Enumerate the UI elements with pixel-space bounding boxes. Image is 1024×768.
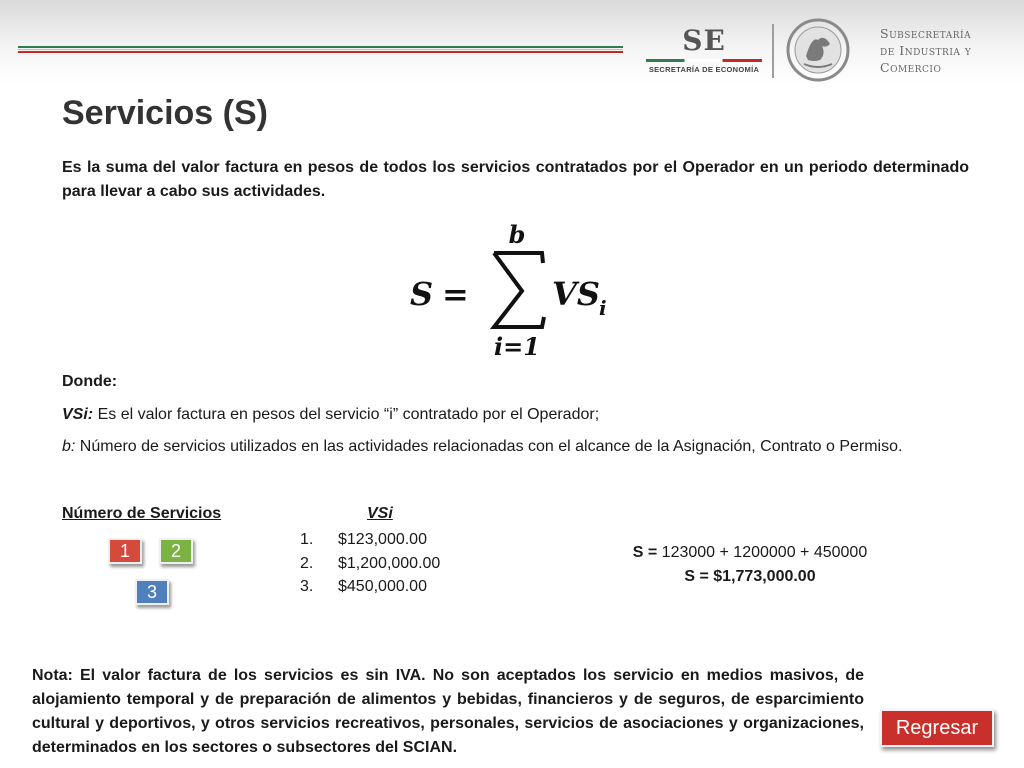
list-item (300, 552, 440, 576)
se-logo (644, 26, 764, 74)
summation-formula (410, 215, 630, 365)
subsecretaria-line-1: Subsecretaría (880, 26, 972, 41)
vsi-item-value: $1,200,000.00 (338, 554, 441, 572)
note-text: Nota: El valor factura de los servicios es sin IVA. No son aceptados los servicio en medios masivos, de alojamiento temporal y de preparación de alimentos y bebidas, financieros y de seguros, de esparcimiento cultural y deportivos, y otros servicios recreativos, personales, servicios de asociaciones y organizaciones, determinados en los sectores o subsectores del SCIAN. (32, 667, 864, 756)
b-description: Número de servicios utilizados en las actividades relacionadas con el alcance de la Asignación, Contrato o Permiso. (75, 438, 903, 455)
regresar-button[interactable]: Regresar (880, 709, 994, 747)
se-logo-bar (646, 59, 762, 62)
formula-upper-limit: b (508, 220, 526, 249)
service-badge-3: 3 (135, 579, 169, 605)
vsi-list (300, 528, 440, 599)
formula-term-subscript: i (599, 296, 607, 320)
list-item (300, 575, 440, 599)
se-logo-subtitle: SECRETARÍA DE ECONOMÍA (648, 65, 760, 74)
calculation-sum: 123000 + 1200000 + 450000 (657, 544, 868, 561)
subsecretaria-line-2: de Industria y (880, 43, 972, 58)
donde-label: Donde: (62, 373, 118, 390)
calculation-label: S = (632, 544, 658, 561)
b-term: b: (62, 438, 76, 455)
service-badge-1: 1 (108, 538, 142, 564)
flag-stripe-red (18, 51, 623, 53)
page-title: Servicios (S) (62, 94, 268, 132)
service-badge-2: 2 (159, 538, 193, 564)
vsi-item-number: 1. (300, 531, 314, 548)
calculation-line-1 (560, 541, 940, 565)
formula-lhs: S (410, 275, 434, 313)
formula-equals: = (442, 275, 469, 313)
header-divider (772, 24, 774, 78)
numero-servicios-heading: Número de Servicios (62, 505, 222, 522)
subsecretaria-label (880, 25, 971, 76)
header-band (0, 0, 1024, 84)
vsi-heading: VSi (367, 505, 393, 522)
flag-stripe-white (18, 49, 623, 50)
vsi-term: VSi: (62, 406, 94, 423)
national-seal-icon (786, 18, 850, 82)
definition-text: Es la suma del valor factura en pesos de todos los servicios contratados por el Operador en un periodo determinado para llevar a cabo sus actividades. (62, 159, 969, 200)
b-definition (62, 435, 969, 459)
sigma-icon (494, 253, 544, 327)
vsi-item-number: 3. (300, 578, 314, 595)
calculation (560, 541, 940, 589)
flag-stripe-green (18, 46, 623, 48)
vsi-item-number: 2. (300, 554, 314, 572)
vsi-description: Es el valor factura en pesos del servicio “i” contratado por el Operador; (93, 406, 600, 423)
vsi-item-value: $450,000.00 (338, 578, 427, 595)
se-logo-mark: SE (682, 24, 726, 57)
vsi-definition (62, 403, 969, 427)
list-item (300, 528, 440, 552)
formula-lower-limit: i=1 (494, 332, 540, 361)
formula-term: VS (552, 275, 600, 313)
calculation-line-2: S = $1,773,000.00 (684, 568, 816, 585)
vsi-item-value: $123,000.00 (338, 531, 427, 548)
subsecretaria-line-3: Comercio (880, 60, 942, 75)
